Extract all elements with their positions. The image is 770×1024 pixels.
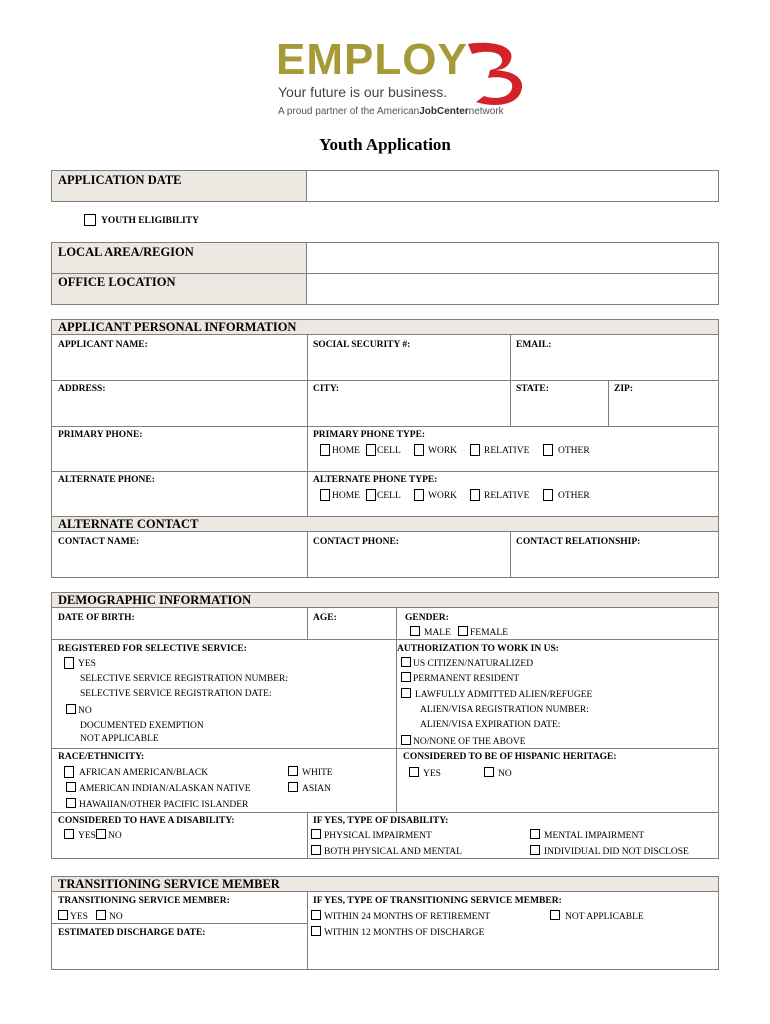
not-applicable-label: NOT APPLICABLE: [80, 734, 159, 744]
ss-no-checkbox[interactable]: [66, 704, 76, 714]
email-label: EMAIL:: [516, 340, 552, 350]
dob-label: DATE OF BIRTH:: [58, 613, 135, 623]
location-block: [51, 242, 719, 305]
within-12-label: WITHIN 12 MONTHS OF DISCHARGE: [324, 928, 485, 938]
white-label: WHITE: [302, 768, 333, 778]
lawfully-admitted-checkbox[interactable]: [401, 688, 411, 698]
alternate-cell-checkbox[interactable]: [366, 489, 376, 501]
alternate-work-label: WORK: [428, 491, 458, 501]
demographic-section: [51, 592, 719, 859]
youth-eligibility-checkbox[interactable]: [84, 214, 96, 226]
alien-exp-date-label: ALIEN/VISA EXPIRATION DATE:: [420, 720, 561, 730]
within-24-label: WITHIN 24 MONTHS OF RETIREMENT: [324, 912, 491, 922]
lawfully-admitted-label: LAWFULLY ADMITTED ALIEN/REFUGEE: [415, 690, 593, 700]
ss-yes-checkbox[interactable]: [64, 657, 74, 669]
primary-work-label: WORK: [428, 446, 458, 456]
local-area-label: LOCAL AREA/REGION: [58, 245, 194, 259]
partner-prefix: A proud partner of the American: [278, 106, 420, 117]
disability-label: CONSIDERED TO HAVE A DISABILITY:: [58, 816, 235, 826]
transitioning-member-label: TRANSITIONING SERVICE MEMBER:: [58, 896, 230, 906]
disability-no-label: NO: [108, 831, 122, 841]
youth-eligibility-label: YOUTH ELIGIBILITY: [101, 216, 199, 226]
primary-phone-type-label: PRIMARY PHONE TYPE:: [313, 430, 426, 440]
disability-yes-label: YES: [78, 831, 96, 841]
hispanic-label: CONSIDERED TO BE OF HISPANIC HERITAGE:: [403, 752, 617, 762]
alternate-home-checkbox[interactable]: [320, 489, 330, 501]
age-label: AGE:: [313, 613, 337, 623]
primary-cell-label: CELL: [377, 446, 401, 456]
female-checkbox[interactable]: [458, 626, 468, 636]
both-label: BOTH PHYSICAL AND MENTAL: [324, 847, 462, 857]
logo-partner-line: [278, 106, 504, 117]
section-header: [52, 593, 718, 608]
transitioning-na-checkbox[interactable]: [550, 910, 560, 920]
personal-header: APPLICANT PERSONAL INFORMATION: [58, 320, 297, 334]
gender-label: GENDER:: [405, 613, 449, 623]
us-citizen-checkbox[interactable]: [401, 657, 411, 667]
did-not-disclose-label: INDIVIDUAL DID NOT DISCLOSE: [544, 847, 689, 857]
primary-phone-label: PRIMARY PHONE:: [58, 430, 143, 440]
logo-wordmark: EMPLOY: [276, 35, 468, 84]
city-label: CITY:: [313, 384, 340, 394]
alternate-other-label: OTHER: [558, 491, 590, 501]
american-indian-checkbox[interactable]: [66, 782, 76, 792]
selective-service-label: REGISTERED FOR SELECTIVE SERVICE:: [58, 644, 247, 654]
application-date-row: [51, 170, 719, 202]
logo-b-mark-icon: [462, 40, 534, 110]
alternate-work-checkbox[interactable]: [414, 489, 424, 501]
application-date-label: APPLICATION DATE: [58, 173, 182, 187]
alternate-phone-label: ALTERNATE PHONE:: [58, 475, 155, 485]
address-label: ADDRESS:: [58, 384, 106, 394]
ss-no-label: NO: [78, 706, 92, 716]
applicant-name-label: APPLICANT NAME:: [58, 340, 148, 350]
us-citizen-label: US CITIZEN/NATURALIZED: [413, 659, 534, 669]
disability-no-checkbox[interactable]: [96, 829, 106, 839]
zip-label: ZIP:: [614, 384, 633, 394]
did-not-disclose-checkbox[interactable]: [530, 845, 540, 855]
american-indian-label: AMERICAN INDIAN/ALASKAN NATIVE: [79, 784, 251, 794]
discharge-date-label: ESTIMATED DISCHARGE DATE:: [58, 928, 206, 938]
logo-tagline: Your future is our business.: [278, 84, 448, 100]
african-american-label: AFRICAN AMERICAN/BLACK: [79, 768, 209, 778]
office-location-label: OFFICE LOCATION: [58, 275, 176, 289]
both-checkbox[interactable]: [311, 845, 321, 855]
application-date-field[interactable]: [308, 171, 718, 201]
permanent-resident-checkbox[interactable]: [401, 672, 411, 682]
primary-other-label: OTHER: [558, 446, 590, 456]
alternate-contact-section: [51, 516, 719, 578]
transitioning-header: TRANSITIONING SERVICE MEMBER: [58, 877, 280, 891]
hawaiian-checkbox[interactable]: [66, 798, 76, 808]
alternate-contact-header: ALTERNATE CONTACT: [58, 517, 199, 531]
alien-reg-number-label: ALIEN/VISA REGISTRATION NUMBER:: [420, 705, 589, 715]
hawaiian-label: HAWAIIAN/OTHER PACIFIC ISLANDER: [79, 800, 249, 810]
none-of-above-label: NO/NONE OF THE ABOVE: [413, 737, 526, 747]
state-label: STATE:: [516, 384, 549, 394]
primary-work-checkbox[interactable]: [414, 444, 424, 456]
alternate-cell-label: CELL: [377, 491, 401, 501]
transitioning-no-label: NO: [109, 912, 123, 922]
white-checkbox[interactable]: [288, 766, 298, 776]
none-of-above-checkbox[interactable]: [401, 735, 411, 745]
demographic-header: DEMOGRAPHIC INFORMATION: [58, 593, 252, 607]
office-location-field[interactable]: [308, 274, 718, 303]
alternate-home-label: HOME: [332, 491, 360, 501]
male-label: MALE: [424, 628, 451, 638]
documented-exemption-label: DOCUMENTED EXEMPTION: [80, 721, 204, 731]
transitioning-na-label: NOT APPLICABLE: [565, 912, 644, 922]
local-area-field[interactable]: [308, 243, 718, 272]
section-header: [52, 877, 718, 892]
primary-home-checkbox[interactable]: [320, 444, 330, 456]
alternate-other-checkbox[interactable]: [543, 489, 553, 501]
transitioning-yes-checkbox[interactable]: [58, 910, 68, 920]
primary-relative-label: RELATIVE: [484, 446, 530, 456]
transitioning-yes-label: YES: [70, 912, 88, 922]
asian-label: ASIAN: [302, 784, 332, 794]
contact-relationship-label: CONTACT RELATIONSHIP:: [516, 537, 641, 547]
physical-checkbox[interactable]: [311, 829, 321, 839]
transitioning-no-checkbox[interactable]: [96, 910, 106, 920]
primary-cell-checkbox[interactable]: [366, 444, 376, 456]
african-american-checkbox[interactable]: [64, 766, 74, 778]
primary-relative-checkbox[interactable]: [470, 444, 480, 456]
contact-phone-label: CONTACT PHONE:: [313, 537, 399, 547]
partner-suffix: network: [468, 106, 504, 117]
male-checkbox[interactable]: [410, 626, 420, 636]
authorization-label: AUTHORIZATION TO WORK IN US:: [397, 644, 559, 654]
contact-name-label: CONTACT NAME:: [58, 537, 140, 547]
asian-checkbox[interactable]: [288, 782, 298, 792]
ssn-label: SOCIAL SECURITY #:: [313, 340, 411, 350]
mental-checkbox[interactable]: [530, 829, 540, 839]
primary-other-checkbox[interactable]: [543, 444, 553, 456]
physical-label: PHYSICAL IMPAIRMENT: [324, 831, 432, 841]
within-12-checkbox[interactable]: [311, 926, 321, 936]
permanent-resident-label: PERMANENT RESIDENT: [413, 674, 520, 684]
disability-type-label: IF YES, TYPE OF DISABILITY:: [313, 816, 449, 826]
section-header: [52, 320, 718, 335]
section-header: [52, 517, 718, 532]
alternate-relative-label: RELATIVE: [484, 491, 530, 501]
ss-reg-number-label: SELECTIVE SERVICE REGISTRATION NUMBER:: [80, 674, 288, 684]
hispanic-no-label: NO: [498, 769, 512, 779]
female-label: FEMALE: [470, 628, 508, 638]
page-title: Youth Application: [319, 135, 451, 154]
transitioning-section: [51, 876, 719, 970]
race-label: RACE/ETHNICITY:: [58, 752, 145, 762]
hispanic-yes-checkbox[interactable]: [409, 767, 419, 777]
alternate-phone-type-label: ALTERNATE PHONE TYPE:: [313, 475, 438, 485]
transitioning-type-label: IF YES, TYPE OF TRANSITIONING SERVICE MEMBER:: [313, 896, 562, 906]
primary-home-label: HOME: [332, 446, 360, 456]
mental-label: MENTAL IMPAIRMENT: [544, 831, 645, 841]
within-24-checkbox[interactable]: [311, 910, 321, 920]
ss-reg-date-label: SELECTIVE SERVICE REGISTRATION DATE:: [80, 689, 272, 699]
ss-yes-label: YES: [78, 659, 96, 669]
hispanic-yes-label: YES: [423, 769, 441, 779]
employ-logo: [276, 36, 538, 122]
applicant-personal-section: [51, 319, 719, 518]
alternate-relative-checkbox[interactable]: [470, 489, 480, 501]
disability-yes-checkbox[interactable]: [64, 829, 74, 839]
hispanic-no-checkbox[interactable]: [484, 767, 494, 777]
partner-bold: JobCenter: [419, 106, 469, 117]
